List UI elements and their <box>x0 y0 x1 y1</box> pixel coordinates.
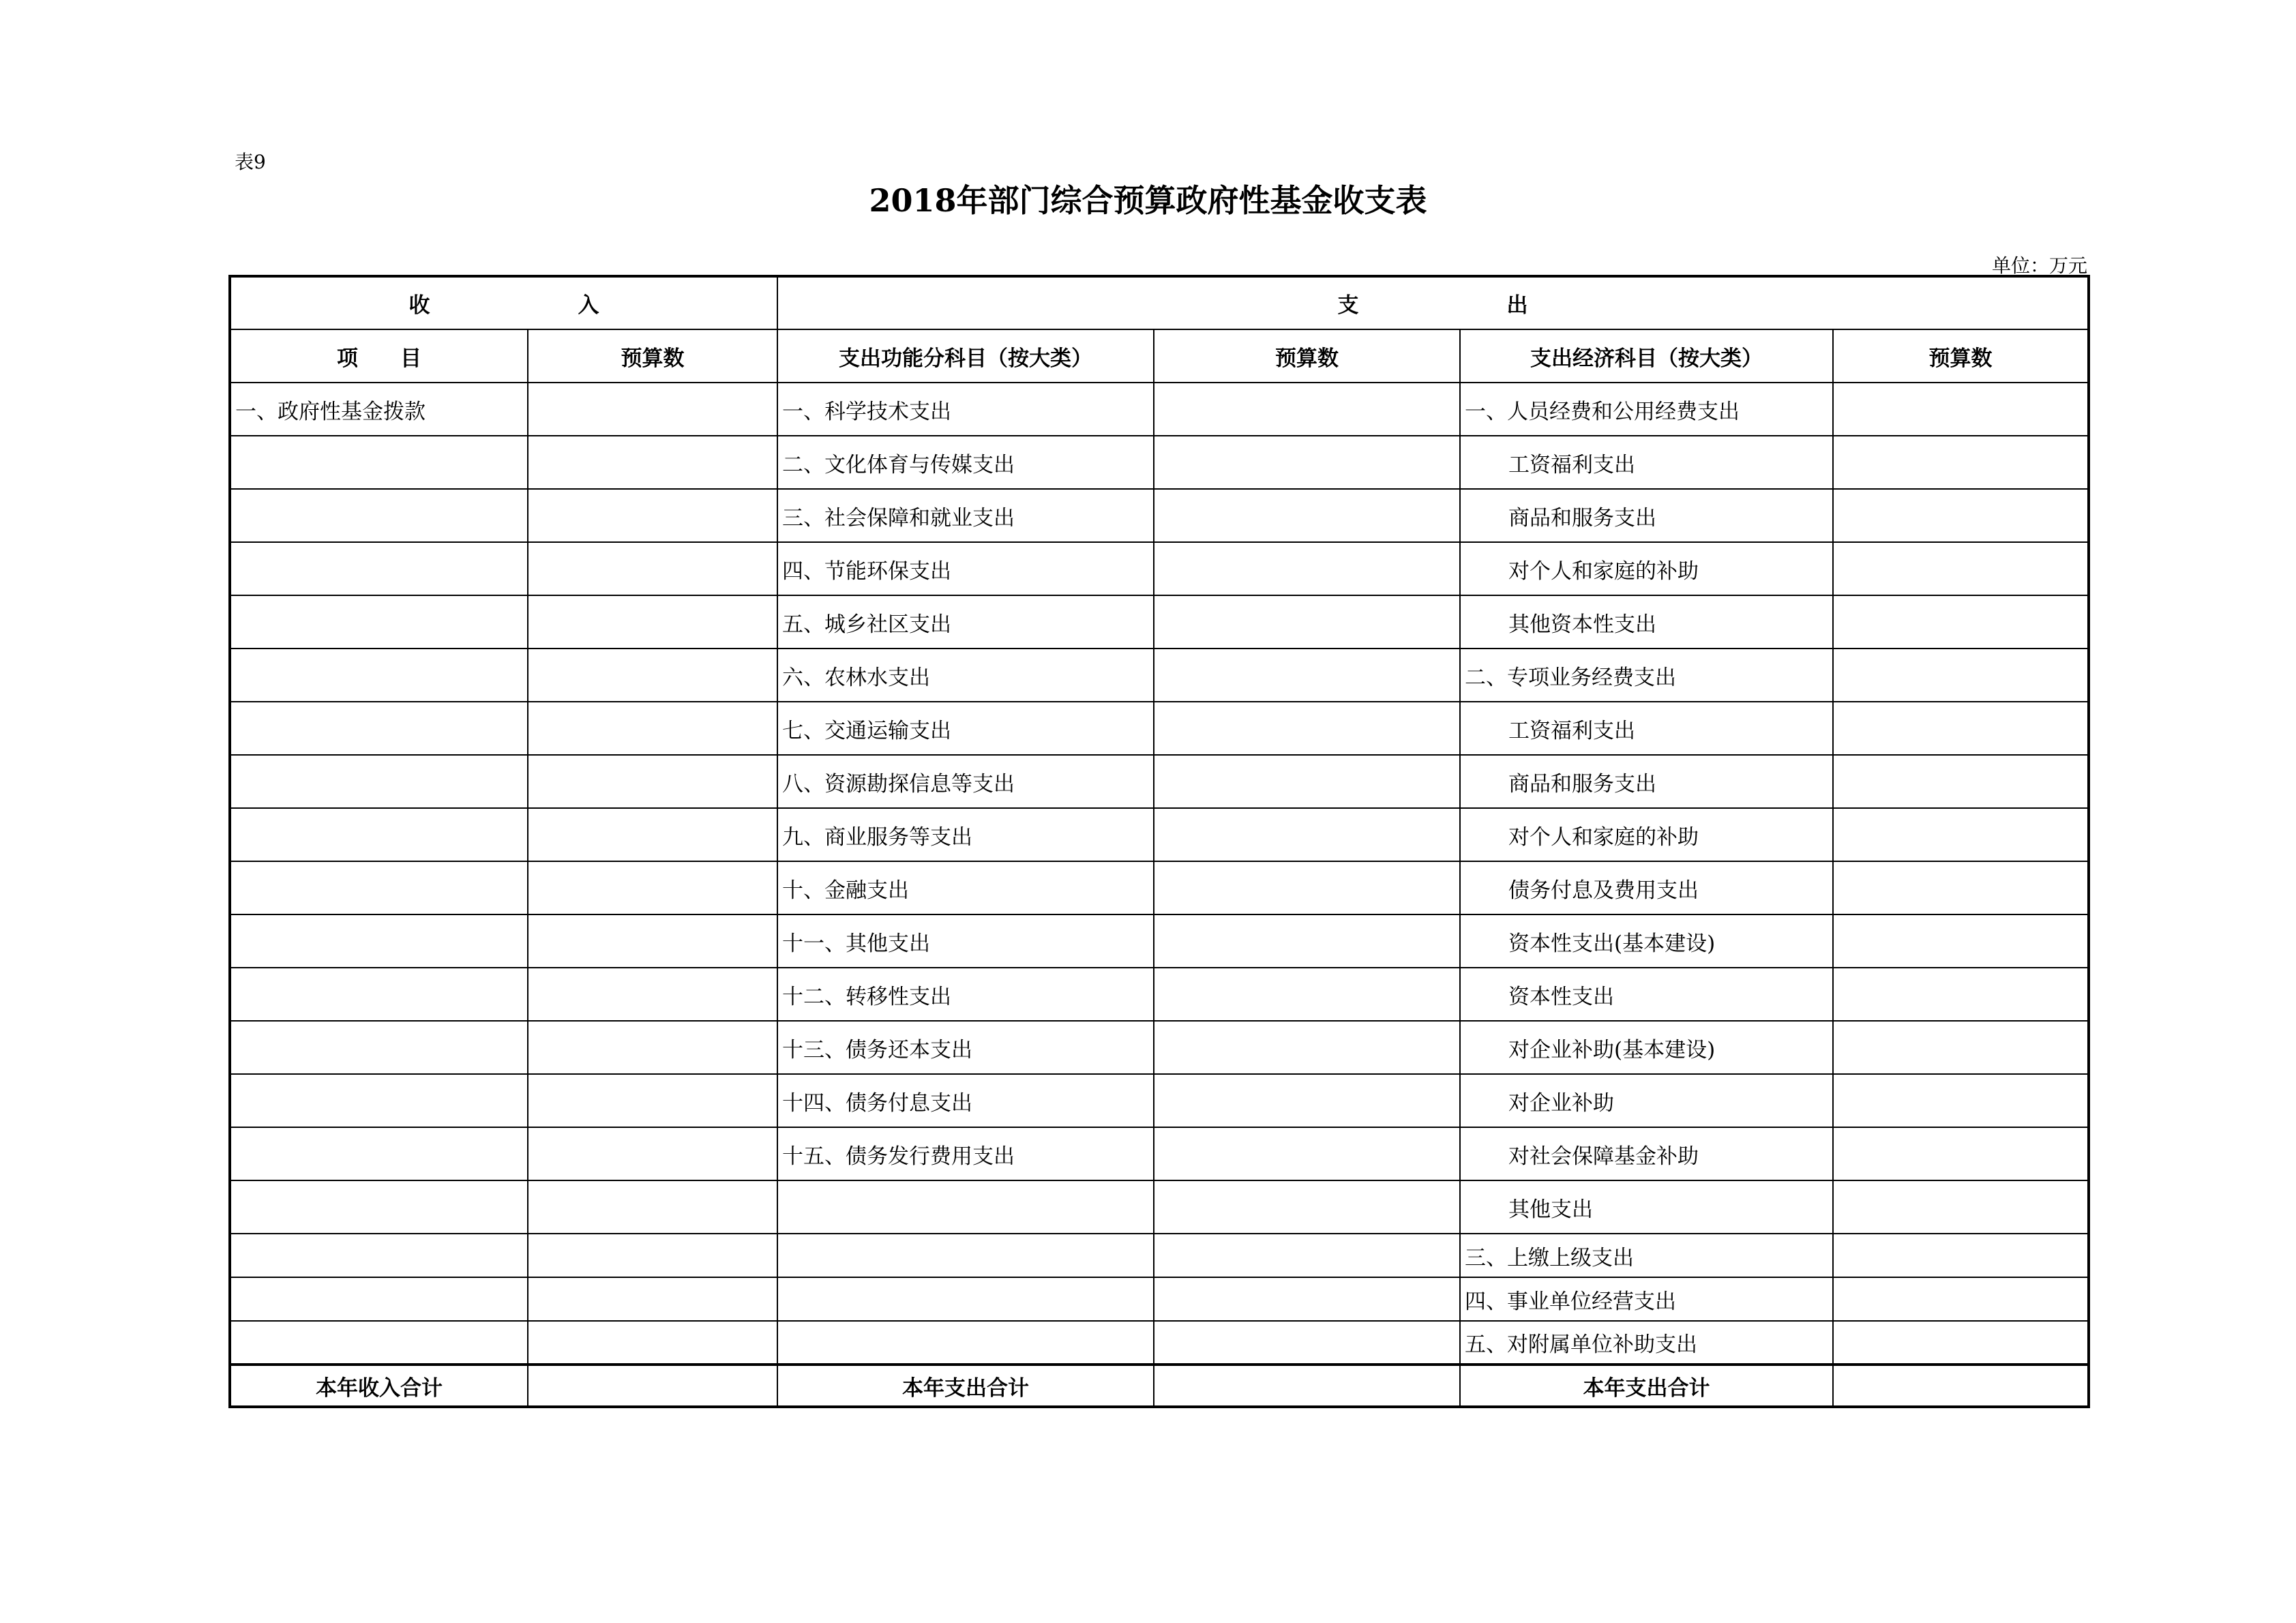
income-amount-cell <box>528 436 777 489</box>
econ-amount-cell <box>1833 702 2089 755</box>
func-item-cell: 十、金融支出 <box>777 861 1154 914</box>
table-row <box>230 542 2089 595</box>
func-amount-cell <box>1154 808 1460 861</box>
econ-amount-cell <box>1833 914 2089 968</box>
func-amount-cell <box>1154 1234 1460 1277</box>
table-row <box>230 1127 2089 1180</box>
func-item-cell <box>777 1180 1154 1234</box>
econ-item-cell: 对社会保障基金补助 <box>1460 1127 1833 1180</box>
func-amount-cell <box>1154 542 1460 595</box>
income-item-cell <box>230 1234 528 1277</box>
table-row <box>230 383 2089 436</box>
income-item-cell <box>230 968 528 1021</box>
func-total-label: 本年支出合计 <box>777 1365 1154 1407</box>
econ-item-cell: 商品和服务支出 <box>1460 755 1833 808</box>
econ-item-cell: 对企业补助(基本建设) <box>1460 1021 1833 1074</box>
table-row <box>230 649 2089 702</box>
func-amount-cell <box>1154 1021 1460 1074</box>
func-amount-cell <box>1154 755 1460 808</box>
econ-item-cell: 一、人员经费和公用经费支出 <box>1460 383 1833 436</box>
func-amount-cell <box>1154 649 1460 702</box>
econ-amount-cell <box>1833 861 2089 914</box>
income-item-cell <box>230 542 528 595</box>
econ-amount-cell <box>1833 755 2089 808</box>
income-amount-cell <box>528 861 777 914</box>
income-amount-cell <box>528 649 777 702</box>
func-item-cell: 十一、其他支出 <box>777 914 1154 968</box>
econ-amount-cell <box>1833 1277 2089 1321</box>
func-amount-cell <box>1154 1321 1460 1365</box>
income-budget-header: 预算数 <box>528 329 777 383</box>
column-header-row <box>230 329 2089 383</box>
econ-item-cell: 对个人和家庭的补助 <box>1460 808 1833 861</box>
func-amount-cell <box>1154 1127 1460 1180</box>
func-item-cell: 七、交通运输支出 <box>777 702 1154 755</box>
income-amount-cell <box>528 542 777 595</box>
income-amount-cell <box>528 1021 777 1074</box>
table-row <box>230 1074 2089 1127</box>
income-item-cell <box>230 489 528 542</box>
func-item-cell: 五、城乡社区支出 <box>777 595 1154 649</box>
func-item-cell <box>777 1234 1154 1277</box>
table-row <box>230 436 2089 489</box>
table-row <box>230 595 2089 649</box>
page-title: 2018年部门综合预算政府性基金收支表 <box>869 182 1427 219</box>
func-item-cell: 十四、债务付息支出 <box>777 1074 1154 1127</box>
econ-item-cell: 其他支出 <box>1460 1180 1833 1234</box>
econ-item-cell: 资本性支出 <box>1460 968 1833 1021</box>
func-item-cell <box>777 1277 1154 1321</box>
func-amount-cell <box>1154 489 1460 542</box>
econ-total-label: 本年支出合计 <box>1460 1365 1833 1407</box>
econ-amount-cell <box>1833 1074 2089 1127</box>
table-row <box>230 702 2089 755</box>
econ-item-cell: 工资福利支出 <box>1460 702 1833 755</box>
income-amount-cell <box>528 1074 777 1127</box>
income-item-cell <box>230 595 528 649</box>
income-item-cell <box>230 1021 528 1074</box>
econ-item-header: 支出经济科目（按大类） <box>1460 329 1833 383</box>
econ-amount-cell <box>1833 1321 2089 1365</box>
income-amount-cell <box>528 1234 777 1277</box>
econ-item-cell: 对个人和家庭的补助 <box>1460 542 1833 595</box>
income-item-header: 项 目 <box>230 329 528 383</box>
income-item-cell <box>230 436 528 489</box>
func-item-cell: 十三、债务还本支出 <box>777 1021 1154 1074</box>
econ-amount-cell <box>1833 1234 2089 1277</box>
func-amount-cell <box>1154 1180 1460 1234</box>
unit-label: 单位：万元 <box>1991 254 2087 277</box>
func-item-cell: 十五、债务发行费用支出 <box>777 1127 1154 1180</box>
econ-item-cell: 债务付息及费用支出 <box>1460 861 1833 914</box>
income-item-cell <box>230 702 528 755</box>
econ-total-amount <box>1833 1365 2089 1407</box>
func-amount-cell <box>1154 595 1460 649</box>
income-item-cell: 一、政府性基金拨款 <box>230 383 528 436</box>
econ-amount-cell <box>1833 1021 2089 1074</box>
econ-item-cell: 对企业补助 <box>1460 1074 1833 1127</box>
econ-item-cell: 其他资本性支出 <box>1460 595 1833 649</box>
func-amount-cell <box>1154 861 1460 914</box>
econ-item-cell: 四、事业单位经营支出 <box>1460 1277 1833 1321</box>
func-item-cell: 十二、转移性支出 <box>777 968 1154 1021</box>
func-item-cell: 六、农林水支出 <box>777 649 1154 702</box>
income-item-cell <box>230 649 528 702</box>
econ-item-cell: 资本性支出(基本建设) <box>1460 914 1833 968</box>
func-amount-cell <box>1154 1277 1460 1321</box>
econ-item-cell: 三、上缴上级支出 <box>1460 1234 1833 1277</box>
econ-amount-cell <box>1833 436 2089 489</box>
func-amount-cell <box>1154 968 1460 1021</box>
func-amount-cell <box>1154 383 1460 436</box>
econ-amount-cell <box>1833 1180 2089 1234</box>
income-amount-cell <box>528 755 777 808</box>
func-total-amount <box>1154 1365 1460 1407</box>
table-row <box>230 1277 2089 1321</box>
income-amount-cell <box>528 702 777 755</box>
income-total-amount <box>528 1365 777 1407</box>
income-item-cell <box>230 1321 528 1365</box>
total-row <box>230 1365 2089 1407</box>
econ-item-cell: 二、专项业务经费支出 <box>1460 649 1833 702</box>
income-item-cell <box>230 914 528 968</box>
econ-amount-cell <box>1833 649 2089 702</box>
income-item-cell <box>230 808 528 861</box>
expense-group-header: 支 出 <box>777 276 2089 329</box>
econ-item-cell: 商品和服务支出 <box>1460 489 1833 542</box>
table-row <box>230 1321 2089 1365</box>
income-amount-cell <box>528 489 777 542</box>
func-item-cell: 四、节能环保支出 <box>777 542 1154 595</box>
econ-amount-cell <box>1833 542 2089 595</box>
table-row <box>230 914 2089 968</box>
func-amount-cell <box>1154 914 1460 968</box>
income-item-cell <box>230 1180 528 1234</box>
func-amount-cell <box>1154 1074 1460 1127</box>
table-row <box>230 1234 2089 1277</box>
func-item-cell: 二、文化体育与传媒支出 <box>777 436 1154 489</box>
income-amount-cell <box>528 1127 777 1180</box>
income-item-cell <box>230 861 528 914</box>
income-item-cell <box>230 1277 528 1321</box>
table-row <box>230 1021 2089 1074</box>
func-item-cell: 八、资源勘探信息等支出 <box>777 755 1154 808</box>
func-amount-cell <box>1154 436 1460 489</box>
econ-item-cell: 工资福利支出 <box>1460 436 1833 489</box>
income-amount-cell <box>528 1180 777 1234</box>
func-item-cell <box>777 1321 1154 1365</box>
func-item-cell: 一、科学技术支出 <box>777 383 1154 436</box>
table-number-label: 表9 <box>235 151 266 173</box>
econ-amount-cell <box>1833 489 2089 542</box>
table-row <box>230 861 2089 914</box>
income-amount-cell <box>528 808 777 861</box>
income-amount-cell <box>528 914 777 968</box>
econ-amount-cell <box>1833 383 2089 436</box>
income-amount-cell <box>528 1321 777 1365</box>
func-amount-cell <box>1154 702 1460 755</box>
econ-amount-cell <box>1833 595 2089 649</box>
table-row <box>230 1180 2089 1234</box>
econ-amount-cell <box>1833 968 2089 1021</box>
income-item-cell <box>230 1127 528 1180</box>
econ-amount-cell <box>1833 808 2089 861</box>
econ-amount-cell <box>1833 1127 2089 1180</box>
income-amount-cell <box>528 383 777 436</box>
group-header-row <box>230 276 2089 329</box>
income-item-cell <box>230 755 528 808</box>
income-amount-cell <box>528 1277 777 1321</box>
func-item-header: 支出功能分科目（按大类） <box>777 329 1154 383</box>
func-item-cell: 九、商业服务等支出 <box>777 808 1154 861</box>
budget-table <box>228 275 2090 1408</box>
income-amount-cell <box>528 968 777 1021</box>
income-item-cell <box>230 1074 528 1127</box>
econ-budget-header: 预算数 <box>1833 329 2089 383</box>
table-row <box>230 968 2089 1021</box>
income-group-header: 收 入 <box>230 276 777 329</box>
income-total-label: 本年收入合计 <box>230 1365 528 1407</box>
table-row <box>230 755 2089 808</box>
econ-item-cell: 五、对附属单位补助支出 <box>1460 1321 1833 1365</box>
func-budget-header: 预算数 <box>1154 329 1460 383</box>
income-amount-cell <box>528 595 777 649</box>
func-item-cell: 三、社会保障和就业支出 <box>777 489 1154 542</box>
table-row <box>230 489 2089 542</box>
table-row <box>230 808 2089 861</box>
